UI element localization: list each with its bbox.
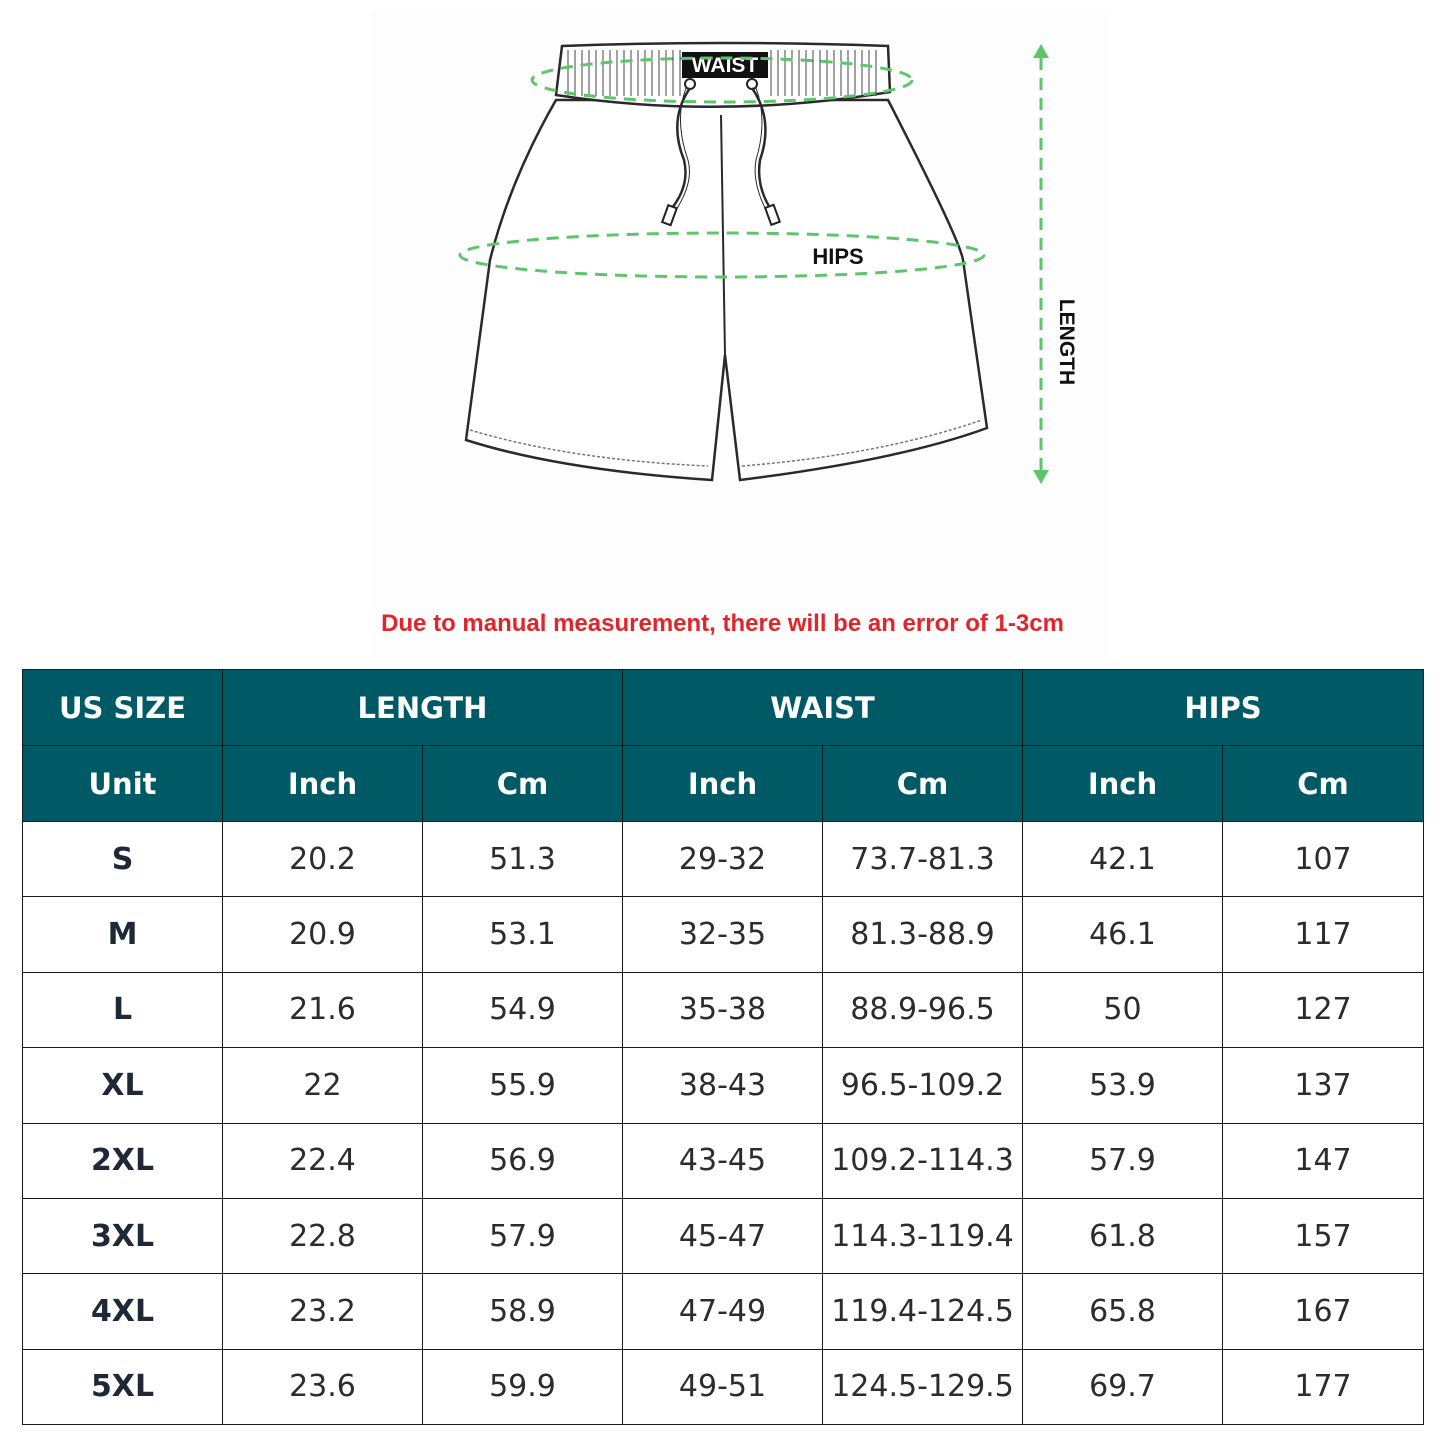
- length-inch-cell: 23.6: [223, 1349, 423, 1424]
- hips-inch-cell: 50: [1023, 972, 1223, 1047]
- size-cell: L: [23, 972, 223, 1047]
- length-inch-cell: 22.4: [223, 1123, 423, 1198]
- header-hips: HIPS: [1023, 670, 1424, 746]
- waist-label: WAIST: [691, 54, 759, 77]
- waist-inch-cell: 32-35: [623, 897, 823, 972]
- table-row: [23, 972, 1424, 1047]
- header-hips-cm: Cm: [1223, 746, 1424, 822]
- waist-cm-cell: 73.7-81.3: [823, 822, 1023, 897]
- eyelet-right: [747, 79, 757, 89]
- header-hips-inch: Inch: [1023, 746, 1223, 822]
- length-cm-cell: 56.9: [423, 1123, 623, 1198]
- hips-inch-cell: 42.1: [1023, 822, 1223, 897]
- size-cell: 4XL: [23, 1274, 223, 1349]
- length-cm-cell: 55.9: [423, 1048, 623, 1123]
- table-row: [23, 1123, 1424, 1198]
- length-cm-cell: 58.9: [423, 1274, 623, 1349]
- length-arrow-down-icon: [1033, 470, 1049, 484]
- waist-cm-cell: 96.5-109.2: [823, 1048, 1023, 1123]
- waist-cm-cell: 109.2-114.3: [823, 1123, 1023, 1198]
- table-row: [23, 822, 1424, 897]
- length-cm-cell: 51.3: [423, 822, 623, 897]
- length-arrow-up-icon: [1033, 44, 1049, 58]
- table-row: [23, 1274, 1424, 1349]
- waist-inch-cell: 47-49: [623, 1274, 823, 1349]
- size-cell: 2XL: [23, 1123, 223, 1198]
- hips-cm-cell: 117: [1223, 897, 1424, 972]
- size-cell: 3XL: [23, 1198, 223, 1273]
- hips-cm-cell: 147: [1223, 1123, 1424, 1198]
- waist-inch-cell: 45-47: [623, 1198, 823, 1273]
- group-header-row: [23, 670, 1424, 746]
- shorts-outline: [466, 100, 987, 480]
- length-inch-cell: 22.8: [223, 1198, 423, 1273]
- hips-inch-cell: 46.1: [1023, 897, 1223, 972]
- hips-cm-cell: 107: [1223, 822, 1424, 897]
- unit-header-row: [23, 746, 1424, 822]
- length-inch-cell: 22: [223, 1048, 423, 1123]
- size-cell: M: [23, 897, 223, 972]
- waist-inch-cell: 38-43: [623, 1048, 823, 1123]
- length-cm-cell: 53.1: [423, 897, 623, 972]
- header-waist-inch: Inch: [623, 746, 823, 822]
- header-length: LENGTH: [223, 670, 623, 746]
- table-row: [23, 1048, 1424, 1123]
- header-waist: WAIST: [623, 670, 1023, 746]
- size-cell: S: [23, 822, 223, 897]
- waist-cm-cell: 124.5-129.5: [823, 1349, 1023, 1424]
- waist-cm-cell: 81.3-88.9: [823, 897, 1023, 972]
- shorts-diagram: [0, 0, 1445, 600]
- waist-inch-cell: 49-51: [623, 1349, 823, 1424]
- waist-inch-cell: 43-45: [623, 1123, 823, 1198]
- table-row: [23, 897, 1424, 972]
- header-us-size: US SIZE: [23, 670, 223, 746]
- table-row: [23, 1198, 1424, 1273]
- length-cm-cell: 57.9: [423, 1198, 623, 1273]
- waist-inch-cell: 29-32: [623, 822, 823, 897]
- hips-label: HIPS: [812, 244, 864, 269]
- length-cm-cell: 59.9: [423, 1349, 623, 1424]
- size-chart-table: [22, 669, 1424, 1425]
- waist-cm-cell: 119.4-124.5: [823, 1274, 1023, 1349]
- measurement-error-note: Due to manual measurement, there will be an error of 1-3cm: [381, 610, 1064, 637]
- length-inch-cell: 20.2: [223, 822, 423, 897]
- header-length-inch: Inch: [223, 746, 423, 822]
- length-inch-cell: 23.2: [223, 1274, 423, 1349]
- header-length-cm: Cm: [423, 746, 623, 822]
- hips-inch-cell: 57.9: [1023, 1123, 1223, 1198]
- header-waist-cm: Cm: [823, 746, 1023, 822]
- hips-cm-cell: 157: [1223, 1198, 1424, 1273]
- length-cm-cell: 54.9: [423, 972, 623, 1047]
- hips-inch-cell: 65.8: [1023, 1274, 1223, 1349]
- waist-cm-cell: 88.9-96.5: [823, 972, 1023, 1047]
- hips-cm-cell: 167: [1223, 1274, 1424, 1349]
- length-inch-cell: 21.6: [223, 972, 423, 1047]
- hips-cm-cell: 137: [1223, 1048, 1424, 1123]
- size-cell: XL: [23, 1048, 223, 1123]
- hips-inch-cell: 69.7: [1023, 1349, 1223, 1424]
- waist-inch-cell: 35-38: [623, 972, 823, 1047]
- hips-inch-cell: 53.9: [1023, 1048, 1223, 1123]
- size-cell: 5XL: [23, 1349, 223, 1424]
- waist-cm-cell: 114.3-119.4: [823, 1198, 1023, 1273]
- length-label: LENGTH: [1055, 298, 1078, 386]
- hips-cm-cell: 127: [1223, 972, 1424, 1047]
- length-inch-cell: 20.9: [223, 897, 423, 972]
- table-row: [23, 1349, 1424, 1424]
- hips-cm-cell: 177: [1223, 1349, 1424, 1424]
- hips-inch-cell: 61.8: [1023, 1198, 1223, 1273]
- header-unit: Unit: [23, 746, 223, 822]
- eyelet-left: [685, 79, 695, 89]
